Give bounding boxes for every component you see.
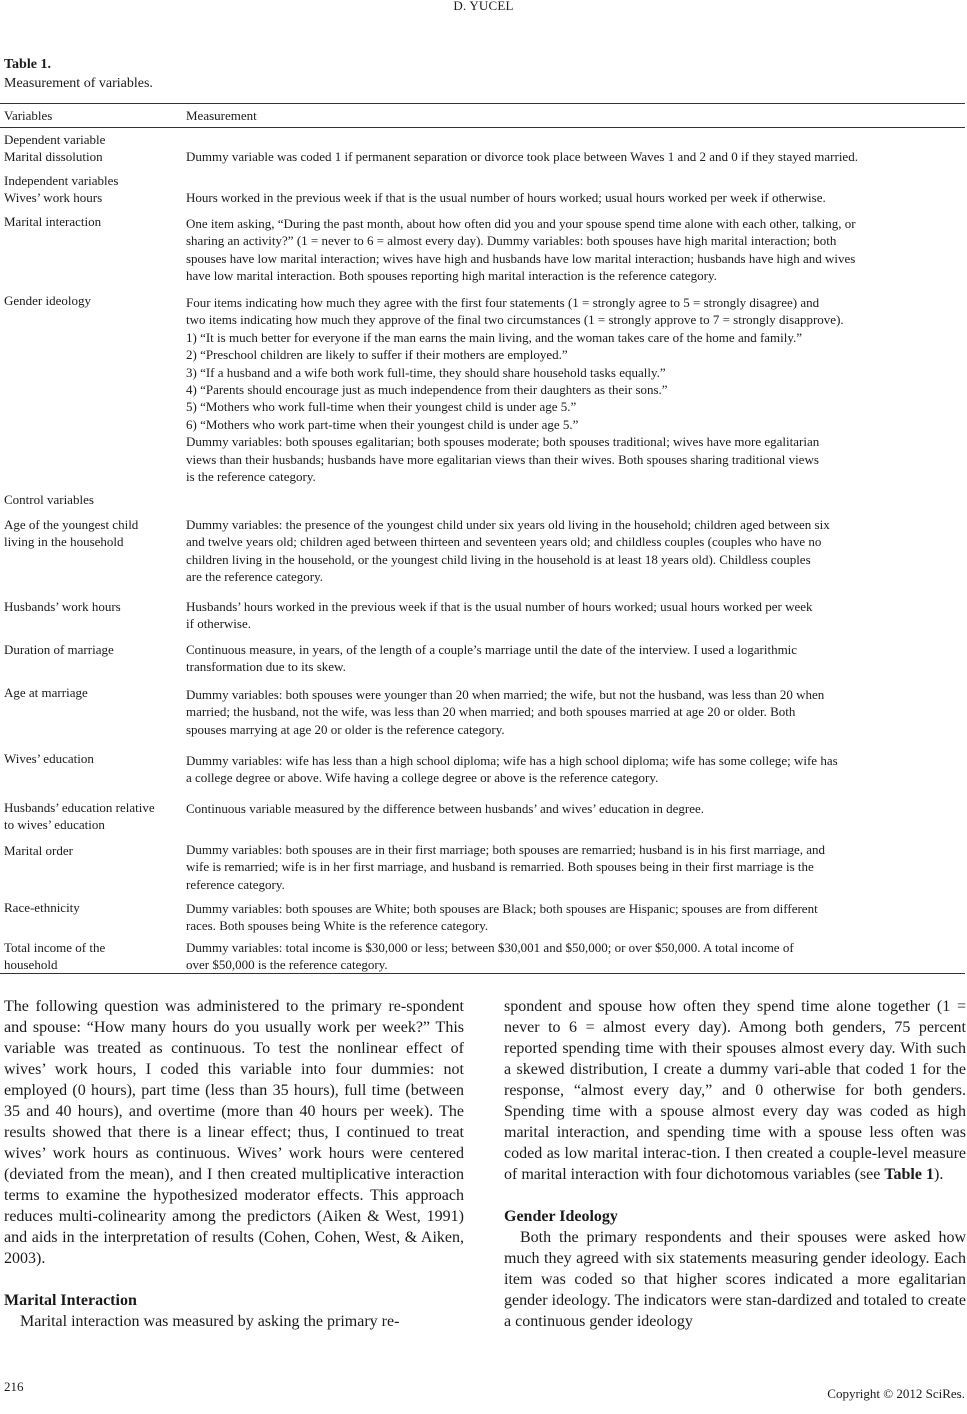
column-header-variables: Variables <box>4 108 53 123</box>
table-row-measurement: One item asking, “During the past month, about how often did you and your spouse spend time alone with each other, talking, or sharing an activity?” (1 = never to 6 = almost every day). Dummy variables: both spouses have high marital interaction; both spouses have low marital interaction; wives have high and husbands have low marital interaction; husbands have high and wives have low marital interaction. Both spouses reporting high marital interaction is the reference category. <box>186 216 856 284</box>
table-reference-link[interactable]: Table 1 <box>884 1166 934 1183</box>
table-row-variable: Marital order <box>4 843 73 858</box>
table-row-measurement: Four items indicating how much they agree with the first four statements (1 = strongly agree to 5 = strongly disagree) and two items indicating how much they approve of the final two circumstances (1 = strongly approve to 7 = strongly disapprove). 1) “It is much better for everyone if the man earns the main living, and the woman takes care of the home and family.” 2) “Preschool children are likely to suffer if their mothers are employed.” 3) “If a husband and a wife both work full-time, they should share household tasks equally.” 4) “Parents should encourage just as much independence from their daughters as their sons.” 5) “Mothers who work full-time when their youngest child is under age 5.” 6) “Mothers who work part-time when their youngest child is under age 5.” Dummy variables: both spouses egalitarian; both spouses moderate; both spouses traditional; wives have more egalitarian views than their husbands; husbands have more egalitarian views than their wives. Both spouses sharing traditional views is the reference category. <box>186 295 844 485</box>
body-paragraph: The following question was administered to the primary re-spondent and spouse: “How many hours do you usually work per week?” This variable was treated as continuous. To test the nonlinear effect of wives’ work hours, I coded this variable into four dummies: not employed (0 hours), part time (less than 35 hours), full time (between 35 and 40 hours), and overtime (more than 40 hours per week). The results showed that there is a linear effect; thus, I continued to treat wives’ work hours as continuous. Wives’ work hours were centered (deviated from the mean), and I then created multiplicative interaction terms to examine the hypothesized moderator effects. This approach reduces multi-colinearity among the predictors (Aiken & West, 1991) and aids in the interpretation of results (Cohen, Cohen, West, & Aiken, 2003). <box>4 998 464 1267</box>
body-paragraph: Both the primary respondents and their spouses were asked how much they agreed with six statements measuring gender ideology. Each item was coded so that higher scores indicated a more egalitarian gender ideology. The indicators were stan-dardized and totaled to create a continuous gender ideology <box>504 1229 966 1330</box>
table-caption <box>4 55 153 93</box>
body-column-right <box>504 996 966 1332</box>
body-paragraph: Marital interaction was measured by asking the primary re- <box>20 1313 400 1330</box>
table-row-measurement: Dummy variables: both spouses are in their first marriage; both spouses are remarried; husband is in his first marriage, and wife is remarried; wife is in her first marriage, and husband is remarried. Both spouses being in their first marriage is the reference category. <box>186 842 825 892</box>
table-title: Measurement of variables. <box>4 76 153 91</box>
table-row-variable: Age of the youngest child living in the household <box>4 517 139 550</box>
body-text: spondent and spouse how often they spend time alone together (1 = never to 6 = almost every day). Among both genders, 75 percent reported spending time with their spouses almost every day. With such a skewed distribution, I create a dummy vari-able that coded 1 for the response, “almost every day,” and 0 otherwise for both genders. Spending time with a spouse almost every day was coded as high marital interaction, and spending time with a spouse less often was coded as low marital interac-tion. I then created a couple-level measure of marital interaction with four dichotomous variables (see <box>504 998 966 1183</box>
table-row-variable: Wives’ education <box>4 751 94 766</box>
table-row-measurement: Continuous measure, in years, of the length of a couple’s marriage until the date of the interview. I used a logarithmic transformation due to its skew. <box>186 642 798 675</box>
table-number: Table 1. <box>4 57 51 72</box>
table-row-measurement: Dummy variables: both spouses are White; both spouses are Black; both spouses are Hispanic; spouses are from different races. Both spouses being White is the reference category. <box>186 901 818 934</box>
section-heading: Gender Ideology <box>504 1208 618 1225</box>
body-paragraph <box>504 996 966 1185</box>
table-row-measurement: Continuous variable measured by the difference between husbands’ and wives’ education in degree. <box>186 801 705 816</box>
table-row-measurement: Dummy variable was coded 1 if permanent separation or divorce took place between Waves 1 and 2 and 0 if they stayed married. <box>186 149 858 165</box>
body-column-left <box>4 996 464 1332</box>
table-row-measurement: Hours worked in the previous week if that is the usual number of hours worked; usual hours worked per week if otherwise. <box>186 190 826 206</box>
table-row-variable: Independent variables Wives’ work hours <box>4 173 119 206</box>
column-header-measurement: Measurement <box>186 108 257 123</box>
page-number: 216 <box>4 1379 24 1394</box>
table-bottom-rule <box>0 973 965 974</box>
table-row-variable: Age at marriage <box>4 685 88 700</box>
table-row-variable: Husbands’ education relative to wives’ education <box>4 800 155 833</box>
body-text: ). <box>933 1166 944 1183</box>
table-row-variable: Husbands’ work hours <box>4 599 121 614</box>
section-heading: Marital Interaction <box>4 1292 137 1309</box>
table-row-measurement: Dummy variables: the presence of the youngest child under six years old living in the household; children aged between six and twelve years old; children aged between thirteen and seventeen years old; and childless couples (couples who have no children living in the household, or the youngest child living in the household is at least 18 years old). Childless couples are the reference category. <box>186 517 830 585</box>
copyright-notice: Copyright © 2012 SciRes. <box>827 1386 965 1401</box>
table-row-measurement: Dummy variables: total income is $30,000 or less; between $30,001 and $50,000; or over $50,000. A total income of over $50,000 is the reference category. <box>186 940 794 973</box>
table-header-rule <box>0 127 965 128</box>
table-row-variable: Gender ideology <box>4 293 92 308</box>
table-row-variable: Control variables <box>4 492 94 507</box>
table-row-variable: Race-ethnicity <box>4 900 80 915</box>
table-row-measurement: Dummy variables: wife has less than a high school diploma; wife has a high school diploma; wife has some college; wife has a college degree or above. Wife having a college degree or above is the reference category. <box>186 753 838 786</box>
running-header: D. YUCEL <box>453 0 514 13</box>
table-row-variable: Dependent variable Marital dissolution <box>4 132 106 165</box>
table-row-measurement: Dummy variables: both spouses were younger than 20 when married; the wife, but not the husband, was less than 20 when married; the husband, not the wife, was less than 20 when married; and both spouses married at age 20 or older. Both spouses marrying at age 20 or older is the reference category. <box>186 687 825 737</box>
table-row-measurement: Husbands’ hours worked in the previous week if that is the usual number of hours worked; usual hours worked per week if otherwise. <box>186 599 813 632</box>
table-row-variable: Total income of the household <box>4 940 106 973</box>
table-top-rule <box>0 103 965 104</box>
table-row-variable: Marital interaction <box>4 214 102 229</box>
table-row-variable: Duration of marriage <box>4 642 114 657</box>
